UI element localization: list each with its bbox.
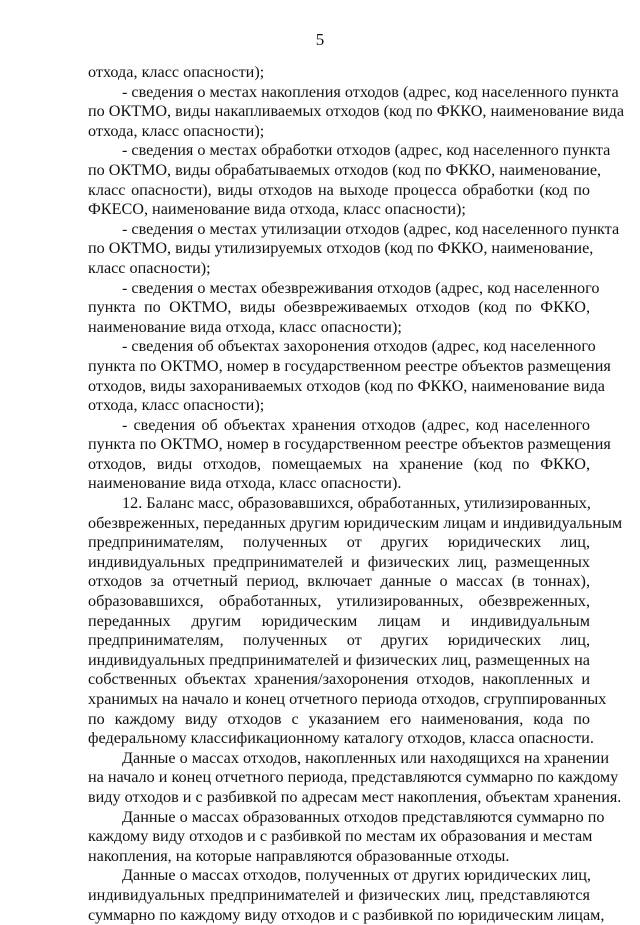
document-body-text <box>88 63 625 925</box>
text-line: пункта по ОКТМО, виды обезвреживаемых отходов (код по ФККО, <box>88 298 590 317</box>
text-line: наименование вида отхода, класс опасности); <box>88 317 402 336</box>
text-line: ФКЕСО, наименование вида отхода, класс опасности); <box>88 200 466 219</box>
text-line: переданных другим юридическим лицам и индивидуальным <box>88 611 590 630</box>
text-line: - сведения о местах обработки отходов (адрес, код населенного пункта <box>122 141 611 160</box>
text-line: суммарно по каждому виду отходов и с разбивкой по юридическим лицам, <box>88 905 605 924</box>
text-line: на начало и конец отчетного периода, представляются суммарно по каждому <box>88 768 619 787</box>
text-line: по ОКТМО, виды накапливаемых отходов (код по ФККО, наименование вида <box>88 102 625 121</box>
text-line: предпринимателям, полученных от других юридических лиц, <box>88 533 590 552</box>
text-line: класс опасности); <box>88 258 211 277</box>
text-line: 12. Баланс масс, образовавшихся, обработанных, утилизированных, <box>122 494 591 513</box>
text-line: отходов, виды отходов, помещаемых на хранение (код по ФККО, <box>88 454 590 473</box>
text-line: по ОКТМО, виды утилизируемых отходов (код по ФККО, наименование, <box>88 239 594 258</box>
text-line: отхода, класс опасности); <box>88 121 265 140</box>
text-line: пункта по ОКТМО, номер в государственном реестре объектов размещения <box>88 356 611 375</box>
text-line: индивидуальных предпринимателей и физических лиц, представляются <box>88 885 590 904</box>
text-line: виду отходов и с разбивкой по адресам мест накопления, объектам хранения. <box>88 787 622 806</box>
text-line: по ОКТМО, виды обрабатываемых отходов (код по ФККО, наименование, <box>88 160 602 179</box>
text-line: отхода, класс опасности); <box>88 396 265 415</box>
text-line: Данные о массах отходов, накопленных или находящихся на хранении <box>122 748 610 767</box>
text-line: обезвреженных, переданных другим юридическим лицам и индивидуальным <box>88 513 623 532</box>
text-line: индивидуальных предпринимателей и физических лиц, размещенных на <box>88 650 590 669</box>
text-line: индивидуальных предпринимателей и физических лиц, размещенных <box>88 552 590 571</box>
text-line: собственных объектах хранения/захоронения отходов, накопленных и <box>88 670 590 689</box>
text-line: наименование вида отхода, класс опасности). <box>88 474 402 493</box>
text-line: - сведения о местах обезвреживания отходов (адрес, код населенного <box>122 278 600 297</box>
text-line: Данные о массах отходов, полученных от других юридических лиц, <box>122 866 591 885</box>
text-line: пункта по ОКТМО, номер в государственном реестре объектов размещения <box>88 435 611 454</box>
text-line: федеральному классификационному каталогу отходов, класса опасности. <box>88 729 594 748</box>
text-line: - сведения о местах накопления отходов (адрес, код населенного пункта <box>122 82 619 101</box>
text-line: - сведения об объектах хранения отходов (адрес, код населенного <box>122 415 590 434</box>
text-line: класс опасности), виды отходов на выходе процесса обработки (код по <box>88 180 590 199</box>
text-line: - сведения об объектах захоронения отходов (адрес, код населенного <box>122 337 596 356</box>
text-line: каждому виду отходов и с разбивкой по местам их образования и местам <box>88 827 593 846</box>
text-line: по каждому виду отходов с указанием его наименования, кода по <box>88 709 590 728</box>
text-line: - сведения о местах утилизации отходов (адрес, код населенного пункта <box>122 219 620 238</box>
text-line: накопления, на которые направляются образованные отходы. <box>88 846 510 865</box>
page-number: 5 <box>315 30 325 49</box>
text-line: отходов, виды захораниваемых отходов (код по ФККО, наименование вида <box>88 376 605 395</box>
text-line: предпринимателям, полученных от других юридических лиц, <box>88 631 590 650</box>
text-line: образовавшихся, обработанных, утилизированных, обезвреженных, <box>88 592 590 611</box>
text-line: хранимых на начало и конец отчетного периода отходов, сгруппированных <box>88 690 607 708</box>
text-line: отходов за отчетный период, включает данные о массах (в тоннах), <box>88 572 590 591</box>
text-line: Данные о массах образованных отходов представляются суммарно по <box>122 807 605 826</box>
text-line: отхода, класс опасности); <box>88 63 265 81</box>
